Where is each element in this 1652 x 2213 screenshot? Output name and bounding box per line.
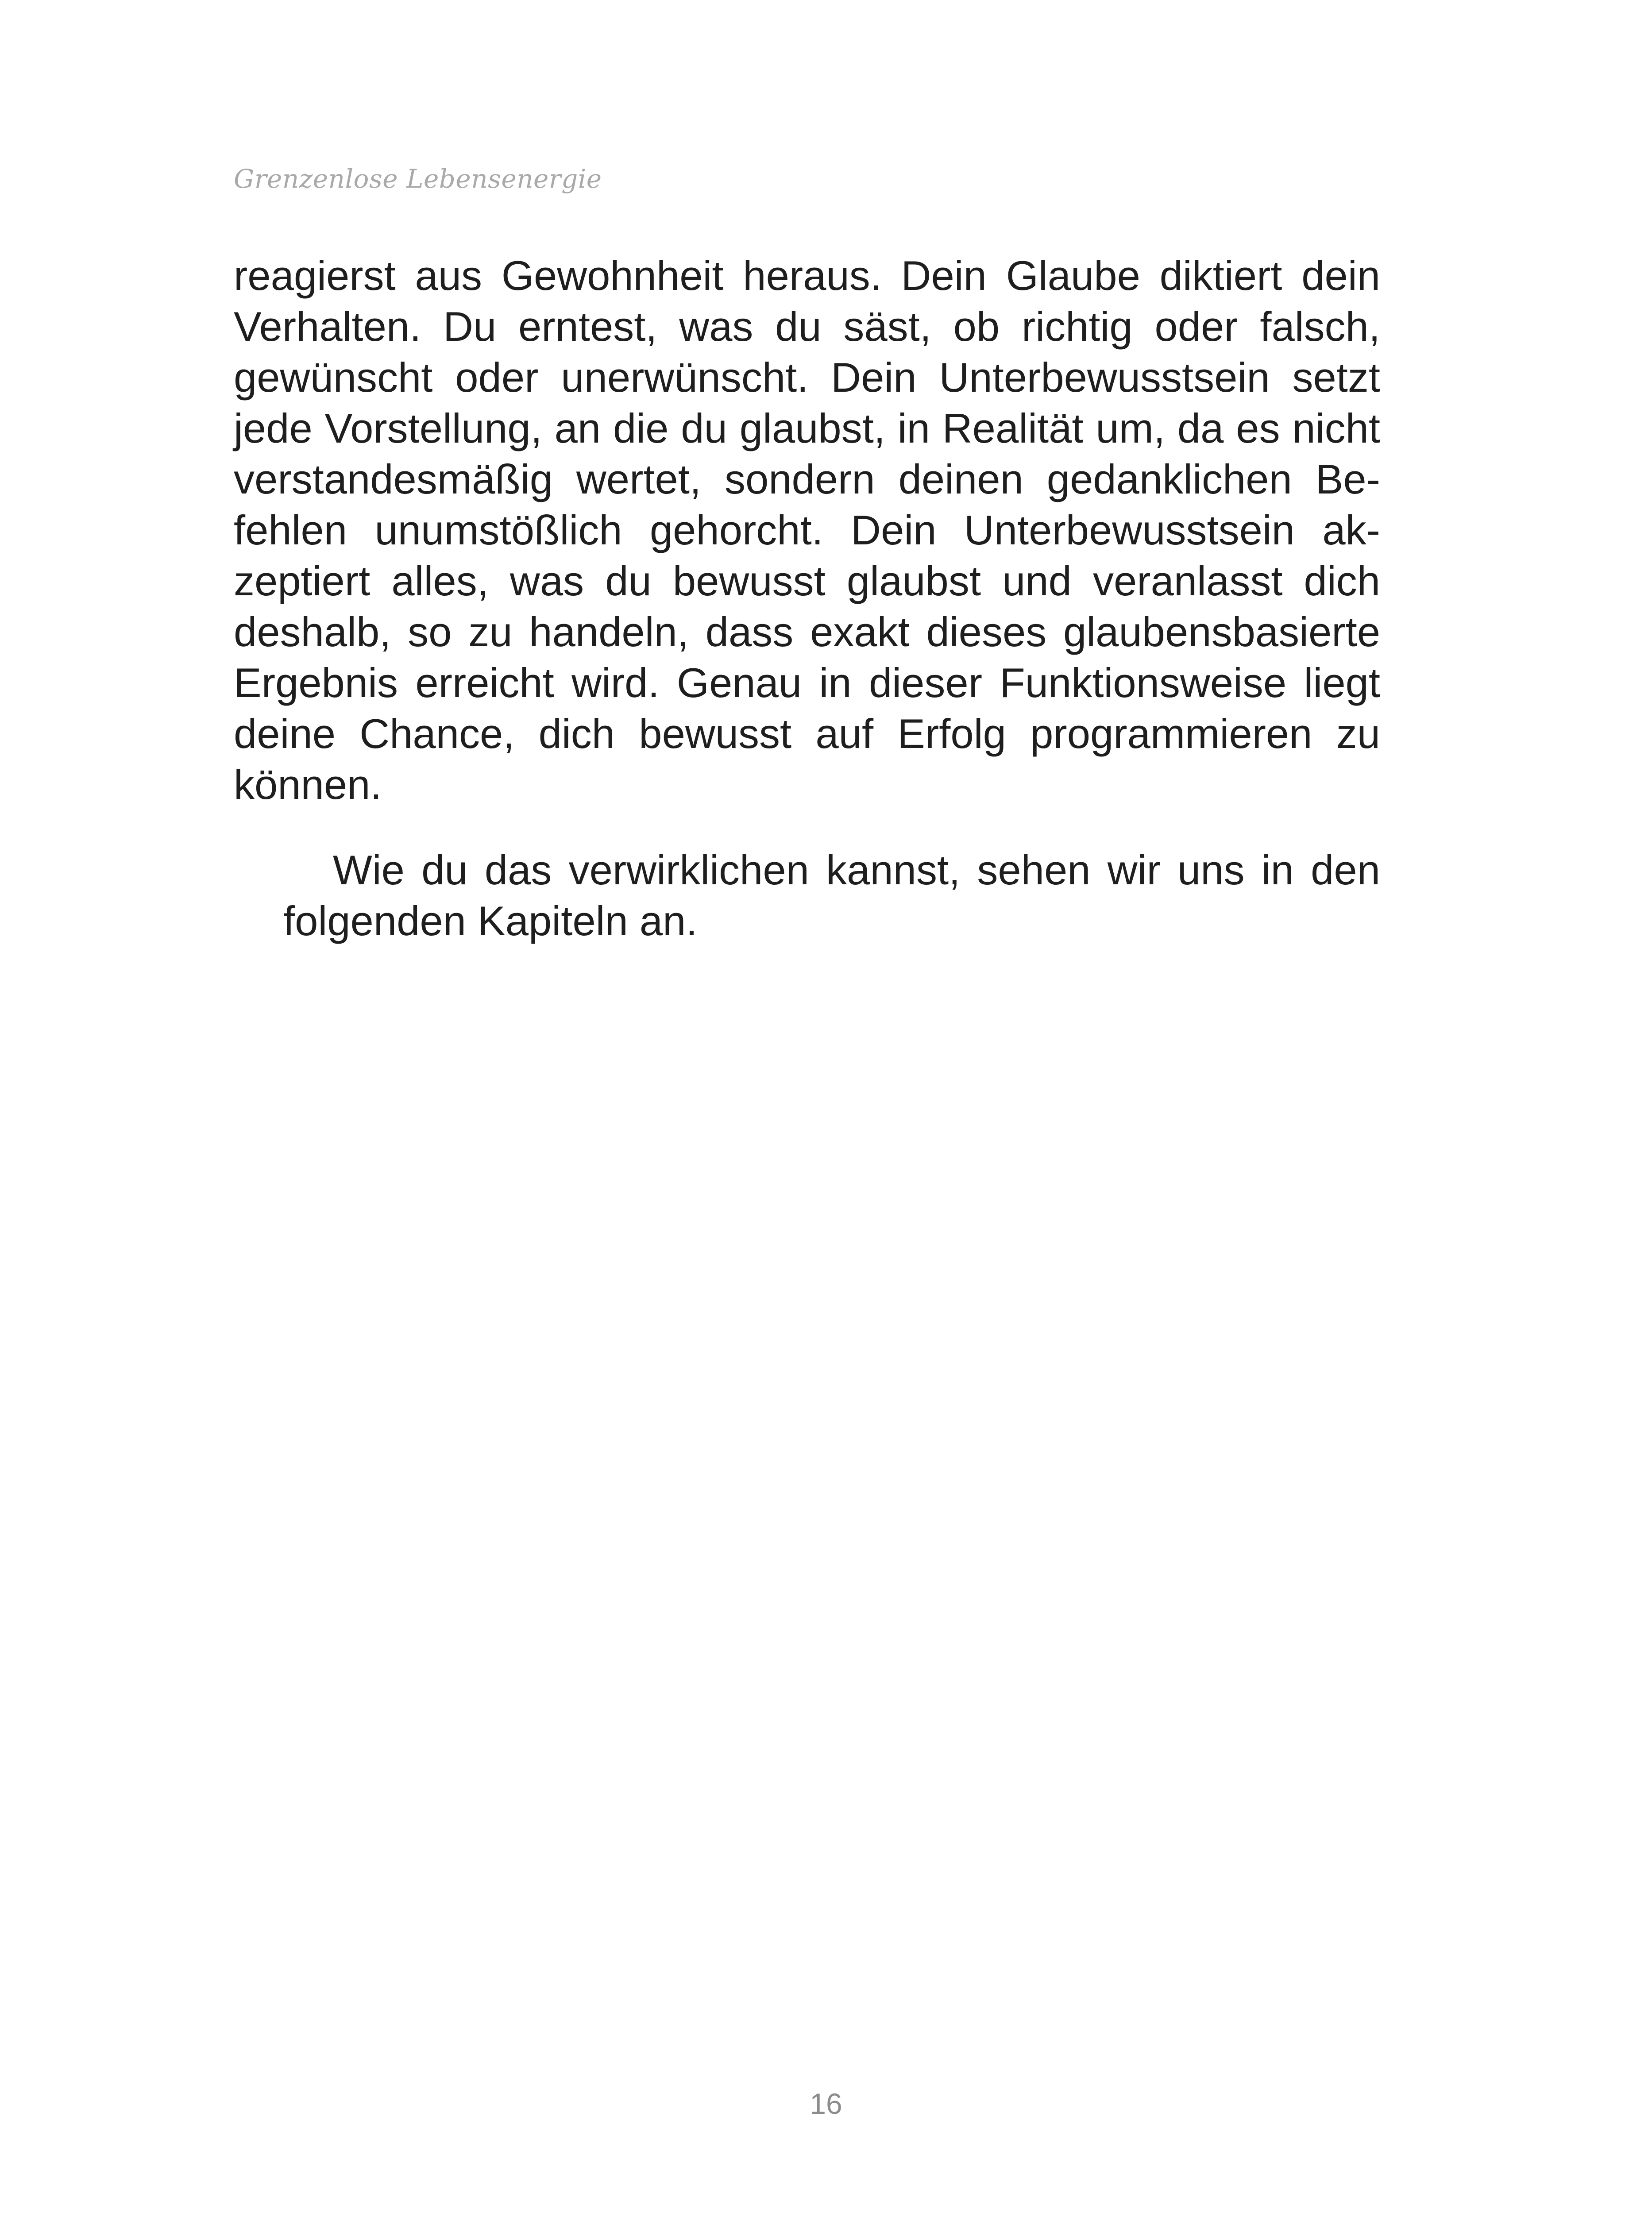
paragraph — [234, 250, 1380, 810]
text-line: können. — [234, 761, 382, 808]
text-line: deine Chance, dich bewusst auf Erfolg programmieren zu — [234, 710, 1380, 757]
text-line: deshalb, so zu handeln, dass exakt dieses glaubensbasierte — [234, 609, 1380, 655]
text-line: verstandesmäßig wertet, sondern deinen gedanklichen Be- — [234, 456, 1380, 502]
text-line: Wie du das verwirklichen kannst, sehen wir uns in den — [333, 847, 1380, 893]
text-line: jede Vorstellung, an die du glaubst, in Realität um, da es nicht — [234, 405, 1380, 451]
text-line: zeptiert alles, was du bewusst glaubst und veranlasst dich — [234, 558, 1380, 604]
text-line: folgenden Kapiteln an. — [283, 898, 698, 944]
text-line: fehlen unumstößlich gehorcht. Dein Unterbewusstsein ak- — [234, 507, 1380, 553]
running-header: Grenzenlose Lebensenergie — [234, 164, 602, 194]
page-number: 16 — [810, 2087, 842, 2120]
text-line: reagierst aus Gewohnheit heraus. Dein Glaube diktiert dein — [234, 252, 1380, 299]
text-line: Ergebnis erreicht wird. Genau in dieser Funktionsweise liegt — [234, 659, 1380, 706]
paragraph — [234, 844, 1380, 946]
text-line: gewünscht oder unerwünscht. Dein Unterbewusstsein setzt — [234, 354, 1380, 401]
body-text — [234, 250, 1380, 946]
text-line: Verhalten. Du erntest, was du säst, ob richtig oder falsch, — [234, 303, 1380, 350]
